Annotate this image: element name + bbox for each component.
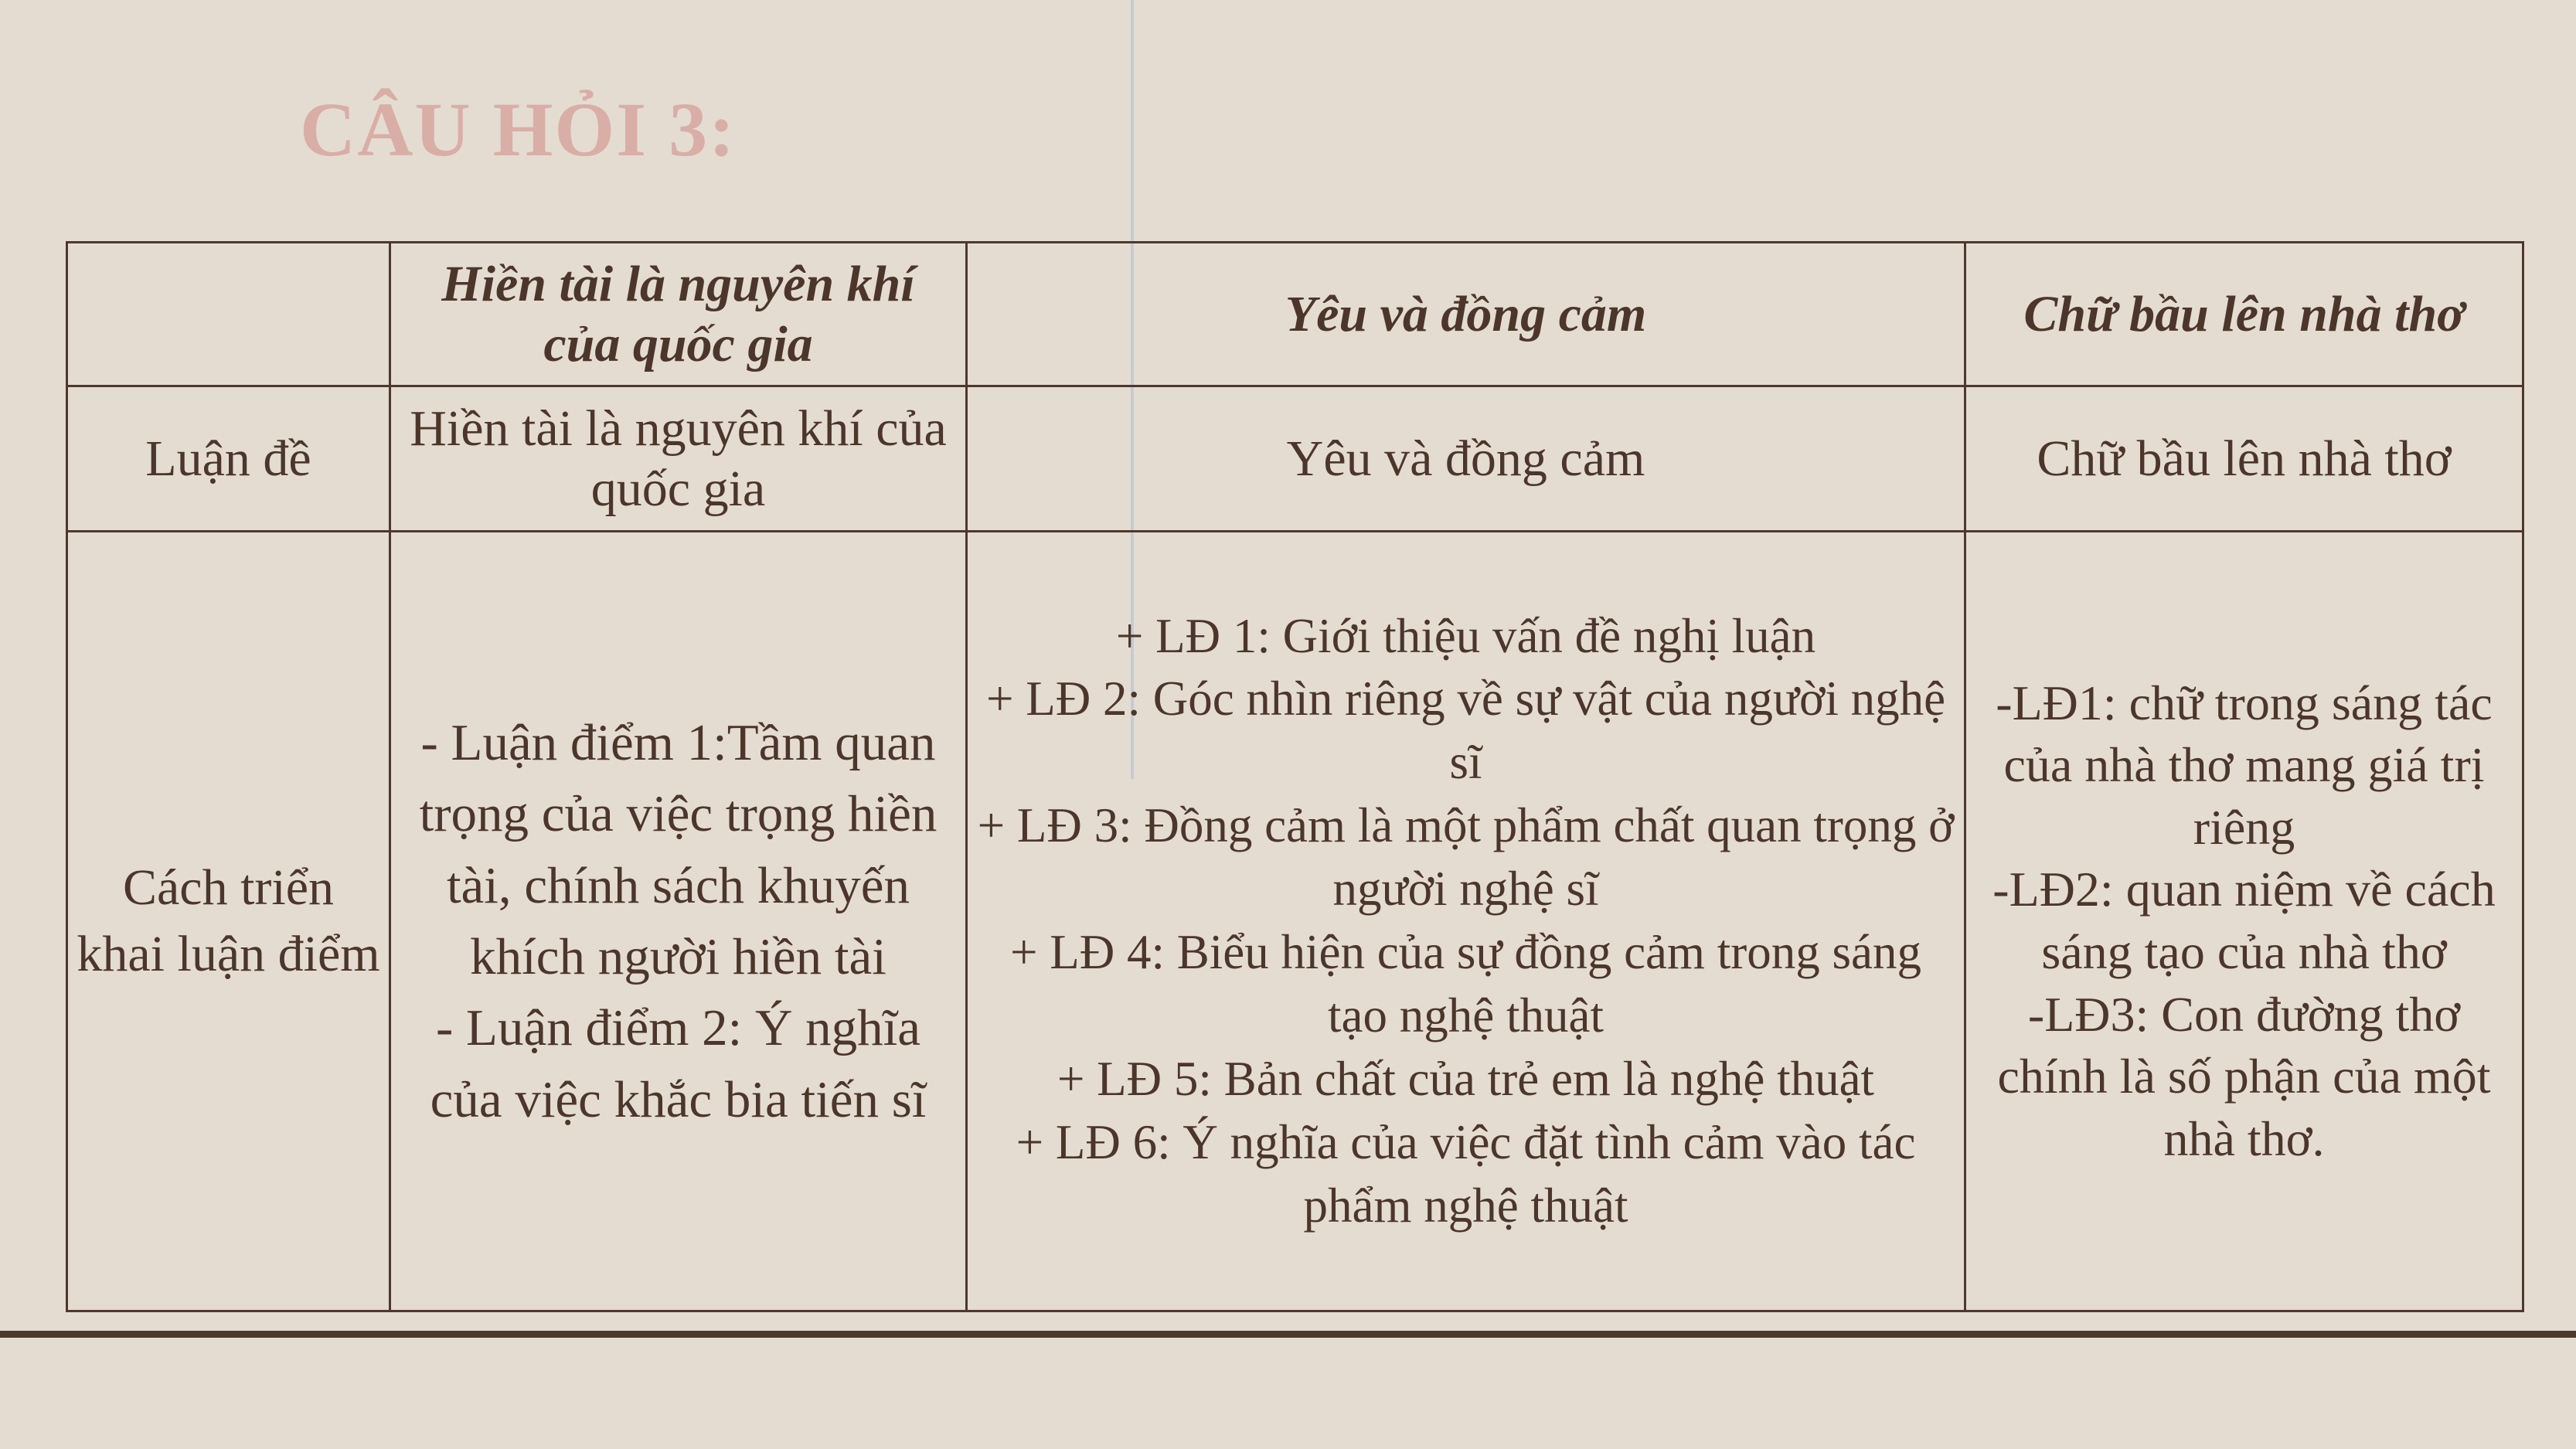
luan-diem-item: + LĐ 3: Đồng cảm là một phẩm chất quan trọng ở người nghệ sĩ — [977, 798, 1955, 917]
luan-diem-item: - Luận điểm 1:Tầm quan trọng của việc trọng hiền tài, chính sách khuyến khích người hiền tài — [419, 713, 938, 985]
luan-de-yeu-va-dong-cam: Yêu và đồng cảm — [967, 386, 1965, 532]
row-label-luan-de: Luận đề — [67, 386, 390, 532]
header-cell-chu-bau-len-nha-tho: Chữ bầu lên nhà thơ — [1965, 243, 2523, 386]
luan-de-hien-tai: Hiền tài là nguyên khí của quốc gia — [390, 386, 967, 532]
luan-diem-item: + LĐ 4: Biểu hiện của sự đồng cảm trong sáng tạo nghệ thuật — [1010, 925, 1921, 1043]
bottom-divider-line — [0, 1331, 2576, 1338]
luan-diem-item: - Luận điểm 2: Ý nghĩa của việc khắc bia tiến sĩ — [430, 999, 927, 1128]
trien-khai-yeu-va-dong-cam — [967, 532, 1965, 1311]
trien-khai-chu-bau — [1965, 532, 2523, 1311]
luan-diem-item: + LĐ 1: Giới thiệu vấn đề nghị luận — [1115, 608, 1816, 663]
comparison-table — [66, 241, 2524, 1312]
header-cell-yeu-va-dong-cam: Yêu và đồng cảm — [967, 243, 1965, 386]
header-cell-hien-tai: Hiền tài là nguyên khí của quốc gia — [390, 243, 967, 386]
luan-diem-item: -LĐ3: Con đường thơ chính là số phận của một nhà thơ. — [1997, 986, 2491, 1166]
trien-khai-hien-tai — [390, 532, 967, 1311]
page-title: CÂU HỎI 3: — [300, 87, 737, 172]
table-row-trien-khai — [67, 532, 2523, 1311]
luan-diem-item: + LĐ 2: Góc nhìn riêng về sự vật của người nghệ sĩ — [985, 672, 1946, 790]
row-label-trien-khai: Cách triển khai luận điểm — [67, 532, 390, 1311]
luan-de-chu-bau: Chữ bầu lên nhà thơ — [1965, 386, 2523, 532]
luan-diem-item: + LĐ 6: Ý nghĩa của việc đặt tình cảm vào tác phẩm nghệ thuật — [1016, 1114, 1916, 1233]
luan-diem-item: -LĐ1: chữ trong sáng tác của nhà thơ mang giá trị riêng — [1996, 675, 2493, 855]
luan-diem-item: -LĐ2: quan niệm về cách sáng tạo của nhà thơ — [1992, 862, 2496, 979]
header-cell-empty — [67, 243, 390, 386]
table-header-row — [67, 243, 2523, 386]
luan-diem-item: + LĐ 5: Bản chất của trẻ em là nghệ thuật — [1057, 1051, 1875, 1106]
table-row-luan-de — [67, 386, 2523, 532]
